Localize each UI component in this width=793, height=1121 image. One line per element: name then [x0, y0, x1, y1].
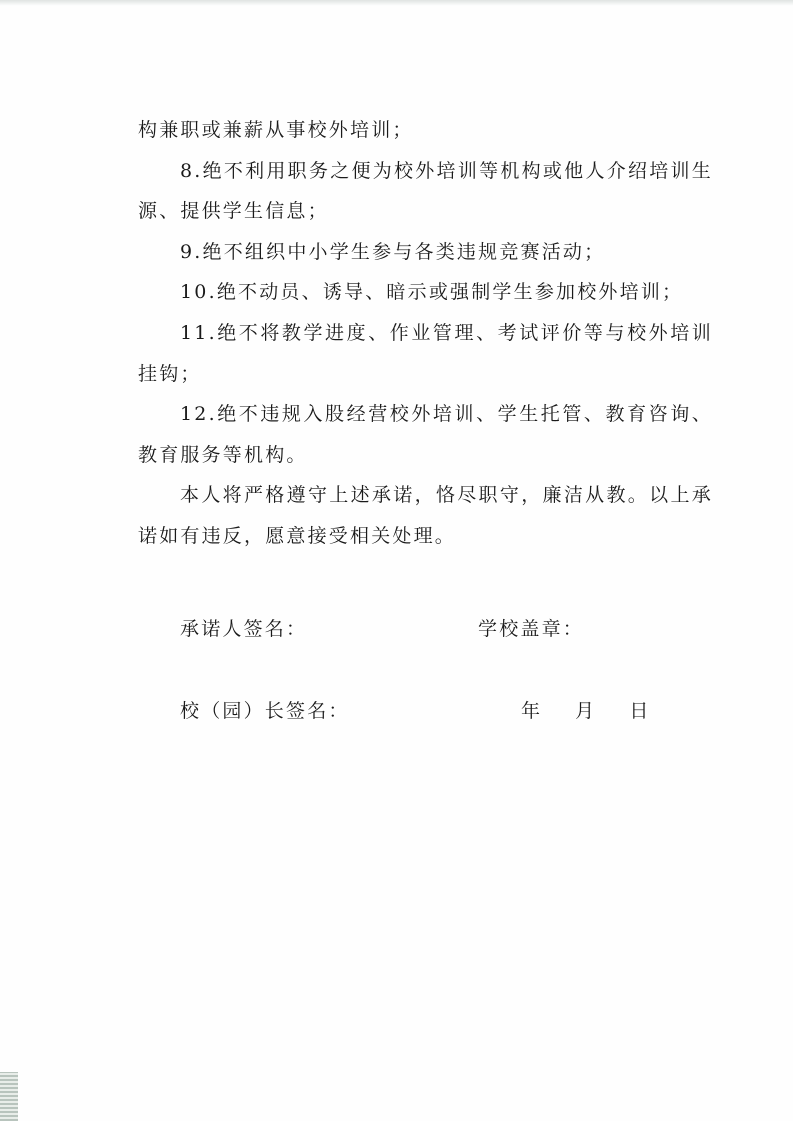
school-seal-label: 学校盖章：: [478, 618, 585, 640]
scan-margin-mark: [0, 1072, 18, 1121]
promisor-signature-label: 承诺人签名：: [180, 618, 308, 640]
paragraph-item-11: 11.绝不将教学进度、作业管理、考试评价等与校外培训挂钩；: [138, 321, 713, 385]
scan-top-edge: [0, 0, 793, 6]
paragraph-item-9: 9.绝不组织中小学生参与各类违规竞赛活动；: [180, 240, 606, 263]
pledge-body: [138, 110, 713, 557]
date-field: 年 月 日: [521, 700, 651, 722]
paragraph-item-10: 10.绝不动员、诱导、暗示或强制学生参加校外培训；: [180, 281, 684, 304]
paragraph-item-12: 12.绝不违规入股经营校外培训、学生托管、教育咨询、教育服务等机构。: [138, 403, 713, 466]
paragraph-item-8: 8.绝不利用职务之便为校外培训等机构或他人介绍培训生源、提供学生信息；: [138, 159, 713, 223]
paragraph-commitment: 本人将严格遵守上述承诺，恪尽职守，廉洁从教。以上承诺如有违反，愿意接受相关处理。: [138, 484, 713, 547]
paragraph-continuation: 构兼职或兼薪从事校外培训；: [138, 119, 414, 141]
principal-signature-label: 校（园）长签名：: [180, 700, 350, 722]
